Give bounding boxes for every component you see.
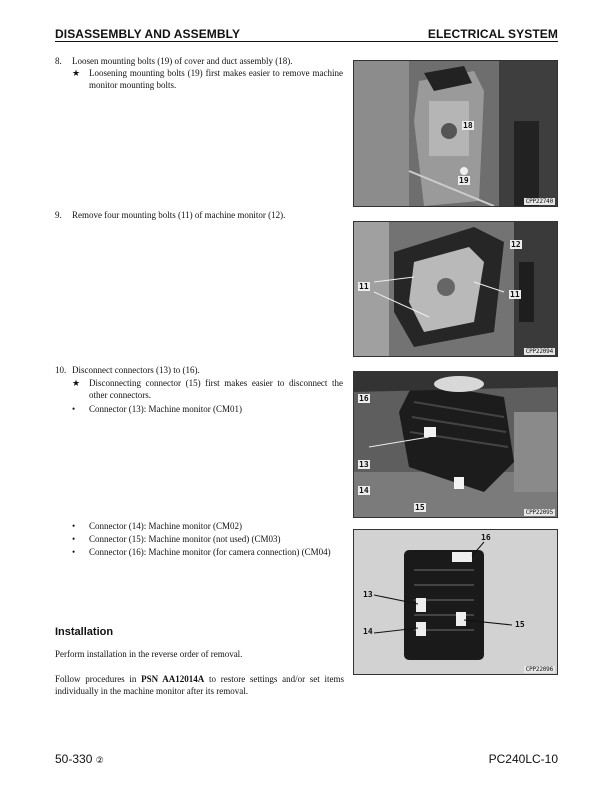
step-text: Disconnect connectors (13) to (16). (72, 365, 200, 375)
bullet-icon: • (72, 521, 76, 531)
photo-step-9 (353, 221, 558, 357)
callout-13: 13 (359, 460, 369, 469)
photo-installed-monitor (353, 529, 558, 675)
step-text: Remove four mounting bolts (11) of machine monitor (12). (72, 210, 286, 220)
callout-14: 14 (363, 627, 373, 636)
photo-code: CPP22094 (525, 348, 553, 355)
photo-step-10 (353, 371, 558, 518)
connector-text: Connector (16): Machine monitor (for camera connection) (CM04) (89, 547, 331, 557)
bullet-icon: • (72, 404, 76, 414)
connector-text: Connector (13): Machine monitor (CM01) (89, 404, 242, 414)
star-icon: ★ (72, 68, 81, 78)
callout-15: 15 (515, 620, 525, 629)
callout-16: 16 (359, 394, 369, 403)
para-text-post: to restore settings and/or set items individually in the machine monitor after its removal. (55, 674, 344, 696)
photo-illustration (354, 530, 557, 674)
revision-mark: ② (95, 756, 104, 766)
installation-paragraph-1: Perform installation in the reverse order of removal. (55, 649, 243, 659)
photo-illustration (354, 222, 557, 356)
footer-model: PC240LC-10 (488, 752, 558, 766)
step-number: 9. (55, 210, 62, 220)
connector-text: Connector (15): Machine monitor (not used) (CM03) (89, 534, 281, 544)
para-text-pre: Follow procedures in (55, 674, 142, 684)
callout-12: 12 (511, 240, 521, 249)
page-header (55, 27, 558, 42)
page-number: 50-330 (55, 752, 93, 766)
photo-code: CPP22740 (525, 198, 553, 205)
header-section-title: DISASSEMBLY AND ASSEMBLY (55, 27, 241, 41)
callout-11-right: 11 (510, 290, 520, 299)
photo-illustration (354, 61, 557, 206)
note-text: Loosening mounting bolts (19) first makes easier to remove machine monitor mounting bolts. (89, 68, 343, 90)
callout-11-left: 11 (359, 282, 369, 291)
connector-text: Connector (14): Machine monitor (CM02) (89, 521, 242, 531)
callout-13: 13 (363, 590, 373, 599)
installation-paragraph-2 (55, 673, 344, 697)
footer-page-number (55, 752, 104, 766)
callout-14: 14 (359, 486, 369, 495)
psn-reference: PSN AA12014A (141, 674, 205, 684)
photo-code: CPP22096 (525, 666, 553, 673)
callout-15: 15 (415, 503, 425, 512)
photo-step-8 (353, 60, 558, 207)
note-text: Disconnecting connector (15) first makes easier to disconnect the other connectors. (89, 378, 343, 400)
photo-illustration (354, 372, 557, 517)
callout-18: 18 (463, 121, 473, 130)
photo-code: CPP22095 (525, 509, 553, 516)
bullet-icon: • (72, 534, 76, 544)
step-text: Loosen mounting bolts (19) of cover and duct assembly (18). (72, 56, 293, 66)
callout-16: 16 (481, 533, 491, 542)
bullet-icon: • (72, 547, 76, 557)
star-icon: ★ (72, 378, 81, 388)
header-chapter-title: ELECTRICAL SYSTEM (427, 27, 558, 41)
section-title-installation: Installation (55, 626, 114, 638)
step-number: 8. (55, 56, 62, 66)
callout-19: 19 (459, 176, 469, 185)
step-number: 10. (55, 365, 67, 375)
